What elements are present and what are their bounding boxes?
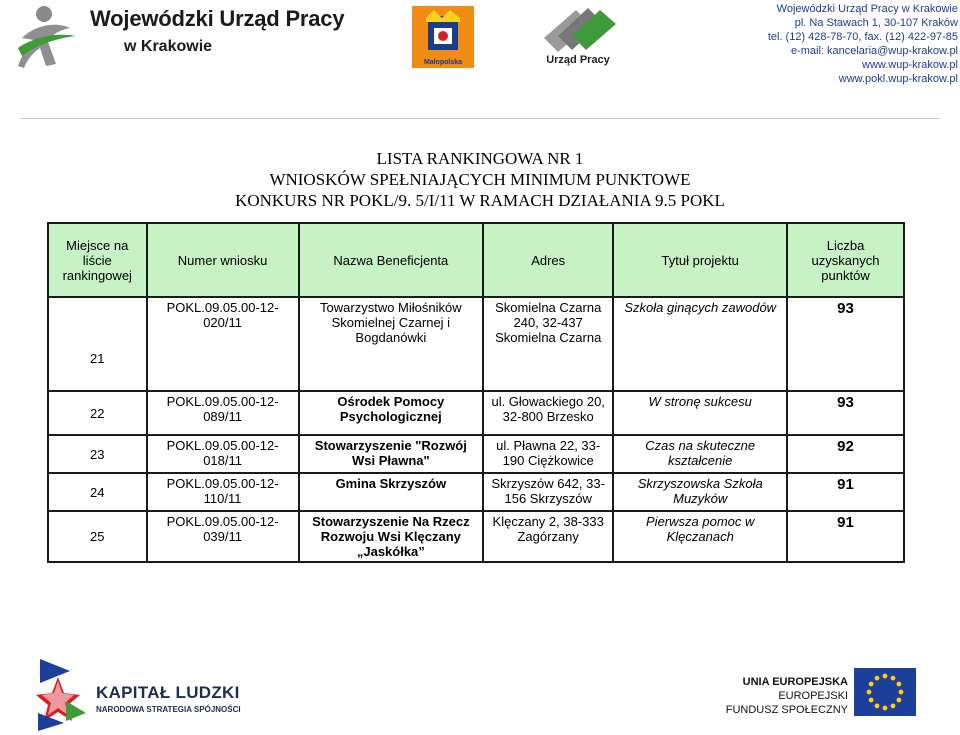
cell-number: POKL.09.05.00-12-110/11 — [147, 473, 299, 511]
cell-project: Czas na skuteczne kształcenie — [613, 435, 787, 473]
cell-points: 93 — [787, 391, 904, 435]
cell-number: POKL.09.05.00-12-020/11 — [147, 297, 299, 391]
cell-project: Pierwsza pomoc w Klęczanach — [613, 511, 787, 562]
eu-line-2: EUROPEJSKI — [778, 690, 848, 702]
cell-project: Skrzyszowska Szkoła Muzyków — [613, 473, 787, 511]
table-row — [48, 511, 904, 562]
header-beneficiary: Nazwa Beneficjenta — [299, 223, 483, 297]
kl-subtitle: NARODOWA STRATEGIA SPÓJNOŚCI — [96, 705, 241, 714]
eu-title: UNIA EUROPEJSKA — [742, 676, 848, 688]
cell-beneficiary: Towarzystwo Miłośników Skomielnej Czarnej i Bogdanówki — [299, 297, 483, 391]
title-line-2: WNIOSKÓW SPEŁNIAJĄCYCH MINIMUM PUNKTOWE — [269, 170, 691, 189]
contact-website-pokl[interactable]: www.pokl.wup-krakow.pl — [838, 73, 958, 85]
cell-points: 91 — [787, 473, 904, 511]
contact-address: pl. Na Stawach 1, 30-107 Kraków — [794, 17, 958, 29]
eu-line-3: FUNDUSZ SPOŁECZNY — [725, 704, 848, 716]
document-title — [0, 148, 960, 211]
cell-address: ul. Głowackiego 20, 32-800 Brzesko — [483, 391, 613, 435]
kapital-ludzki-logo — [30, 657, 260, 735]
cell-number: POKL.09.05.00-12-039/11 — [147, 511, 299, 562]
cell-address: Skrzyszów 642, 33-156 Skrzyszów — [483, 473, 613, 511]
urzad-pracy-logo — [532, 2, 624, 72]
ranking-table — [47, 222, 905, 563]
header-number: Numer wniosku — [147, 223, 299, 297]
cell-address: Skomielna Czarna 240, 32-437 Skomielna Czarna — [483, 297, 613, 391]
malopolska-label: Małopolska — [423, 59, 463, 66]
cell-place: 24 — [48, 473, 147, 511]
contact-phone: tel. (12) 428-78-70, fax. (12) 422-97-85 — [767, 31, 958, 43]
contact-email[interactable]: e-mail: kancelaria@wup-krakow.pl — [790, 45, 958, 57]
table-header-row — [48, 223, 904, 297]
urzad-pracy-label: Urząd Pracy — [546, 54, 610, 66]
table-row — [48, 297, 904, 391]
org-name: Wojewódzki Urząd Pracy — [90, 6, 345, 31]
table-row — [48, 435, 904, 473]
cell-beneficiary: Ośrodek Pomocy Psychologicznej — [299, 391, 483, 435]
cell-place: 23 — [48, 435, 147, 473]
cell-place: 25 — [48, 511, 147, 562]
malopolska-logo — [412, 6, 474, 68]
cell-address: ul. Pławna 22, 33-190 Ciężkowice — [483, 435, 613, 473]
cell-number: POKL.09.05.00-12-018/11 — [147, 435, 299, 473]
cell-project: W stronę sukcesu — [613, 391, 787, 435]
cell-beneficiary: Stowarzyszenie Na Rzecz Rozwoju Wsi Klęczany „Jaskółka” — [299, 511, 483, 562]
title-line-1: LISTA RANKINGOWA NR 1 — [376, 149, 584, 168]
cell-points: 91 — [787, 511, 904, 562]
wup-logo — [14, 2, 374, 72]
eu-block — [725, 668, 930, 730]
table-row — [48, 391, 904, 435]
cell-place: 22 — [48, 391, 147, 435]
header-place: Miejsce na liście rankingowej — [48, 223, 147, 297]
cell-beneficiary: Stowarzyszenie "Rozwój Wsi Pławna" — [299, 435, 483, 473]
cell-beneficiary: Gmina Skrzyszów — [299, 473, 483, 511]
cell-project: Szkoła ginących zawodów — [613, 297, 787, 391]
header-project-title: Tytuł projektu — [613, 223, 787, 297]
table-row — [48, 473, 904, 511]
title-line-3: KONKURS NR POKL/9. 5/I/11 W RAMACH DZIAŁANIA 9.5 POKL — [235, 191, 725, 210]
contact-org: Wojewódzki Urząd Pracy w Krakowie — [776, 3, 958, 15]
header-points: Liczba uzyskanych punktów — [787, 223, 904, 297]
kl-title: KAPITAŁ LUDZKI — [96, 683, 240, 702]
cell-address: Klęczany 2, 38-333 Zagórzany — [483, 511, 613, 562]
header-divider — [20, 118, 940, 119]
cell-number: POKL.09.05.00-12-089/11 — [147, 391, 299, 435]
cards-icon — [532, 2, 624, 54]
header-address: Adres — [483, 223, 613, 297]
contact-website[interactable]: www.wup-krakow.pl — [862, 59, 958, 71]
wup-figure-icon — [14, 2, 78, 72]
eu-flag-icon — [854, 668, 916, 716]
cell-points: 92 — [787, 435, 904, 473]
org-city: w Krakowie — [124, 38, 213, 55]
cell-place: 21 — [48, 297, 147, 391]
cell-points: 93 — [787, 297, 904, 391]
contact-block — [768, 2, 958, 86]
kapital-ludzki-star-icon — [30, 657, 92, 733]
